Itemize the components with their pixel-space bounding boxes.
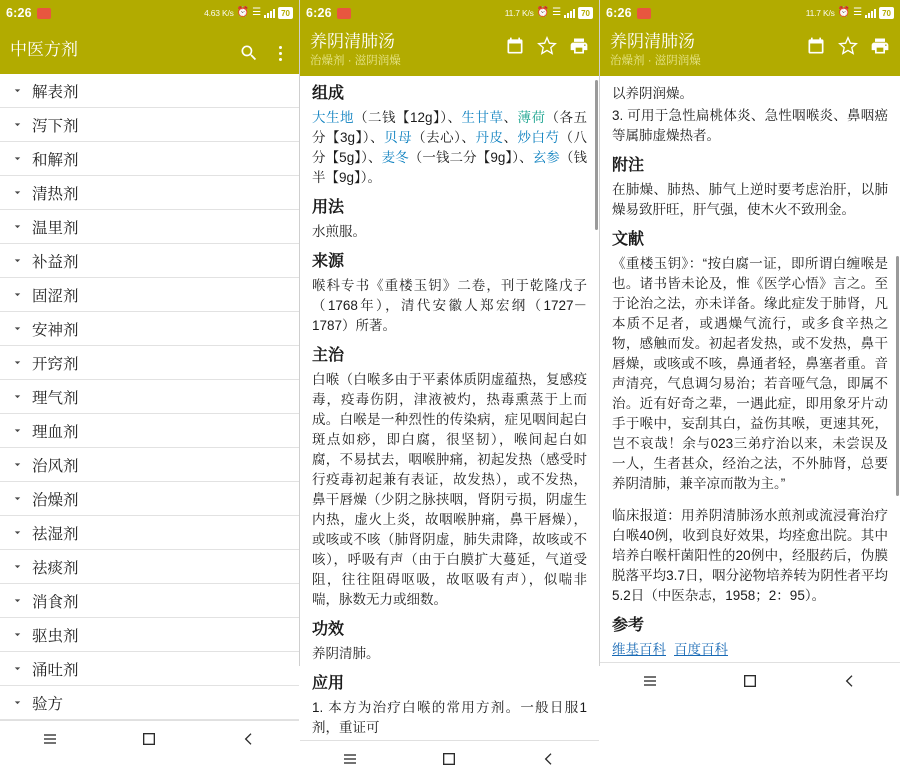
- signal-icon: [865, 8, 876, 18]
- system-nav-bar: [600, 662, 900, 698]
- list-item-label: 理血剂: [32, 423, 79, 441]
- notification-badge-icon: [637, 8, 651, 19]
- dose-text: （八分【5g】）、: [312, 130, 588, 165]
- section-body: 在肺燥、肺热、肺气上逆时要考虑治肝，以肺燥易致肝旺，肝气强，使木火不致刑金。: [612, 182, 888, 217]
- system-nav-bar: [0, 720, 299, 756]
- herb-name[interactable]: 薄荷: [517, 110, 546, 125]
- wifi-icon: ☰: [853, 7, 863, 18]
- home-icon[interactable]: [733, 669, 767, 693]
- battery-icon: 70: [879, 7, 894, 19]
- signal-icon: [264, 8, 275, 18]
- chevron-down-icon: [6, 250, 28, 272]
- page-subtitle: 治燥剂 · 滋阴润燥: [610, 55, 701, 67]
- chevron-down-icon: [6, 420, 28, 442]
- back-icon[interactable]: [833, 669, 867, 693]
- battery-icon: 70: [278, 7, 293, 19]
- list-item[interactable]: [0, 210, 299, 244]
- chevron-down-icon: [6, 556, 28, 578]
- list-item[interactable]: [0, 516, 299, 550]
- list-item[interactable]: [0, 448, 299, 482]
- section-heading: 用法: [312, 199, 345, 216]
- wifi-icon: ☰: [252, 7, 262, 18]
- section-body: 白喉（白喉多由于平素体质阴虚蕴热，复感疫毒，疫毒伤阴，津液被灼，热毒熏蒸于上而成。白喉是一种烈性的传染病，症见咽间起白斑点如痧，即白腐，很坚韧），喉间起白如腐，不易拭去，咽喉肿痛，初起发热（感受时行疫毒初起兼有表证，故发热），或不发热，鼻干唇燥（少阴之脉挟咽，肾阴亏损，阴虚生内热，虚火上炎，故咽喉肿痛，鼻干唇燥），或咳或不咳（肺肾阴虚，肺失肃降，故咳或不咳），呼吸有声（由于白膜扩大蔓延，气道受阻，往往阻碍呕吸，故呕吸有声），似喘非喘，脉数无力或细数。: [312, 372, 587, 607]
- vertical-scrollbar[interactable]: [896, 256, 899, 496]
- panel-formula-detail-bottom: [600, 0, 900, 666]
- section-body: 临床报道：用养阴清肺汤水煎剂或流浸膏治疗白喉40例，收到良好效果，均痊愈出院。其中培养白喉杆菌阳性的20例中，经服药后，伪膜脱落平均3.7日，咽分泌物培养转为阴性者平均5.2日（中医杂志，1958；2：95）。: [612, 508, 888, 603]
- app-bar-2: [300, 26, 599, 76]
- list-item[interactable]: [0, 686, 299, 720]
- chevron-down-icon: [6, 590, 28, 612]
- list-item[interactable]: [0, 142, 299, 176]
- link-baidu-baike[interactable]: 百度百科: [674, 642, 728, 657]
- battery-icon: 70: [578, 7, 593, 19]
- app-title: 中医方剂: [10, 40, 78, 59]
- app-bar-3: [600, 26, 900, 76]
- calendar-icon[interactable]: [505, 36, 525, 56]
- list-item[interactable]: [0, 176, 299, 210]
- list-item-label: 驱虫剂: [32, 627, 79, 645]
- herb-name[interactable]: 生甘草: [461, 110, 504, 125]
- list-item-label: 理气剂: [32, 389, 79, 407]
- overflow-menu-icon[interactable]: [271, 44, 289, 61]
- chevron-down-icon: [6, 352, 28, 374]
- list-item[interactable]: [0, 244, 299, 278]
- list-item[interactable]: [0, 618, 299, 652]
- app-bar-1: [0, 26, 299, 74]
- dose-text: （钱半【9g】）。: [312, 150, 587, 185]
- list-item-label: 安神剂: [32, 321, 79, 339]
- dose-text: （去心）、: [412, 130, 476, 145]
- list-item-label: 温里剂: [32, 219, 79, 237]
- chevron-down-icon: [6, 522, 28, 544]
- recents-icon[interactable]: [333, 747, 367, 771]
- home-icon[interactable]: [432, 747, 466, 771]
- network-speed-label: 4.63 K/s: [204, 8, 234, 18]
- panel-formula-list: [0, 0, 300, 713]
- section-heading: 组成: [312, 85, 345, 102]
- dose-text: 、: [503, 110, 518, 125]
- section-body: 喉科专书《重楼玉钥》二卷，刊于乾隆戊子（1768年），清代安徽人郑宏纲（1727－1787）所著。: [312, 278, 587, 333]
- section-heading: 参考: [612, 617, 645, 634]
- recents-icon[interactable]: [633, 669, 667, 693]
- vertical-scrollbar[interactable]: [595, 80, 598, 230]
- star-icon[interactable]: [537, 36, 557, 56]
- back-icon[interactable]: [232, 727, 266, 751]
- list-item-label: 开窍剂: [32, 355, 79, 373]
- section-body: 3. 可用于急性扁桃体炎、急性咽喉炎、鼻咽癌等属肺虚燥热者。: [612, 108, 888, 143]
- section-body: 以养阴润燥。: [612, 86, 693, 101]
- home-icon[interactable]: [132, 727, 166, 751]
- list-item-label: 解表剂: [32, 83, 79, 101]
- chevron-down-icon: [6, 318, 28, 340]
- status-time: 6:26: [6, 6, 32, 20]
- list-item[interactable]: [0, 550, 299, 584]
- status-bar-1: [0, 0, 299, 26]
- list-item-label: 固涩剂: [32, 287, 79, 305]
- herb-name[interactable]: 麦冬: [381, 150, 409, 165]
- list-item-label: 验方: [32, 695, 64, 713]
- page-title: 养阴清肺汤: [310, 32, 395, 51]
- chevron-down-icon: [6, 216, 28, 238]
- status-bar-2: [300, 0, 599, 26]
- chevron-down-icon: [6, 148, 28, 170]
- list-item-label: 祛湿剂: [32, 525, 79, 543]
- chevron-down-icon: [6, 692, 28, 714]
- list-item-label: 和解剂: [32, 151, 79, 169]
- list-item-label: 清热剂: [32, 185, 79, 203]
- list-item[interactable]: [0, 346, 299, 380]
- dose-text: （二钱【12g】）、: [354, 110, 462, 125]
- list-item-label: 治风剂: [32, 457, 79, 475]
- back-icon[interactable]: [532, 747, 566, 771]
- list-item-label: 治燥剂: [32, 491, 79, 509]
- status-time: 6:26: [306, 6, 332, 20]
- wifi-icon: ☰: [552, 7, 562, 18]
- herb-name[interactable]: 大生地: [312, 110, 354, 125]
- list-item[interactable]: [0, 108, 299, 142]
- chevron-down-icon: [6, 454, 28, 476]
- dose-text: 、: [503, 130, 518, 145]
- detail-content-top[interactable]: [300, 76, 599, 740]
- print-icon[interactable]: [870, 36, 890, 56]
- chevron-down-icon: [6, 182, 28, 204]
- chevron-down-icon: [6, 488, 28, 510]
- list-item-label: 涌吐剂: [32, 661, 79, 679]
- alarm-icon: ⏰: [536, 7, 550, 18]
- list-item-label: 泻下剂: [32, 117, 79, 135]
- panel-formula-detail-top: [300, 0, 600, 735]
- notification-badge-icon: [37, 8, 51, 19]
- section-body: 养阴清肺。: [312, 646, 380, 661]
- chevron-down-icon: [6, 624, 28, 646]
- section-heading: 功效: [312, 621, 345, 638]
- list-item[interactable]: [0, 74, 299, 108]
- section-body: 《重楼玉钥》：“按白腐一证，即所谓白缠喉是也。诸书皆未论及，惟《医学心悟》言之。至于论治之法，亦未详备。缘此症发于肺肾，凡本质不足者，或遇燥气流行，或多食辛热之物，感触而发。初起者发热，或不发热，鼻干唇燥，或咳或不咳，鼻通者轻，鼻塞者重。音声清亮，气息调匀易治；若音哑气急，即属不治。近有好奇之辈，一遇此症，即用象牙片动手于喉中，妄刮其白，益伤其喉，更速其死，岂不哀哉！余与023三弟疗治以来，未尝误及一人，生者甚众，经治之法，不外肺肾，总要养阴清肺，兼辛凉而散为主。”: [612, 256, 888, 491]
- section-body: 1. 本方为治疗白喉的常用方剂。一般日服1剂，重证可: [312, 700, 587, 735]
- alarm-icon: ⏰: [837, 7, 851, 18]
- section-heading: 文献: [612, 231, 645, 248]
- network-speed-label: 11.7 K/s: [504, 8, 534, 18]
- chevron-down-icon: [6, 386, 28, 408]
- star-icon[interactable]: [838, 36, 858, 56]
- system-nav-bar: [300, 740, 599, 776]
- dose-text: （一钱二分【9g】）、: [408, 150, 533, 165]
- section-body: 水煎服。: [312, 224, 366, 239]
- chevron-down-icon: [6, 114, 28, 136]
- section-heading: 来源: [312, 253, 345, 270]
- herb-name[interactable]: 丹皮: [475, 130, 504, 145]
- recents-icon[interactable]: [33, 727, 67, 751]
- section-heading: 主治: [312, 347, 345, 364]
- herb-name[interactable]: 炒白芍: [517, 130, 560, 145]
- list-item[interactable]: [0, 482, 299, 516]
- list-item[interactable]: [0, 380, 299, 414]
- notification-badge-icon: [337, 8, 351, 19]
- composition-paragraph: [312, 108, 587, 188]
- page-subtitle: 治燥剂 · 滋阴润燥: [310, 55, 401, 67]
- alarm-icon: ⏰: [236, 7, 250, 18]
- list-item-label: 补益剂: [32, 253, 79, 271]
- page-title: 养阴清肺汤: [610, 32, 695, 51]
- section-heading: 应用: [312, 675, 345, 692]
- detail-content-bottom[interactable]: [600, 76, 900, 662]
- status-time: 6:26: [606, 6, 632, 20]
- dose-text: （各五分【3g】）、: [312, 110, 588, 145]
- herb-name[interactable]: 玄参: [532, 150, 560, 165]
- list-item-label: 祛痰剂: [32, 559, 79, 577]
- list-item[interactable]: [0, 652, 299, 686]
- print-icon[interactable]: [569, 36, 589, 56]
- chevron-down-icon: [6, 658, 28, 680]
- search-icon[interactable]: [239, 43, 259, 63]
- reference-links: [612, 640, 888, 660]
- network-speed-label: 11.7 K/s: [805, 8, 835, 18]
- herb-name[interactable]: 贝母: [384, 130, 413, 145]
- list-item[interactable]: [0, 312, 299, 346]
- list-item[interactable]: [0, 414, 299, 448]
- link-wikipedia[interactable]: 维基百科: [612, 642, 666, 657]
- list-item[interactable]: [0, 584, 299, 618]
- chevron-down-icon: [6, 284, 28, 306]
- status-bar-3: [600, 0, 900, 26]
- list-item[interactable]: [0, 278, 299, 312]
- calendar-icon[interactable]: [806, 36, 826, 56]
- chevron-down-icon: [6, 80, 28, 102]
- signal-icon: [564, 8, 575, 18]
- section-heading: 附注: [612, 157, 645, 174]
- category-list[interactable]: [0, 74, 299, 720]
- list-item-label: 消食剂: [32, 593, 79, 611]
